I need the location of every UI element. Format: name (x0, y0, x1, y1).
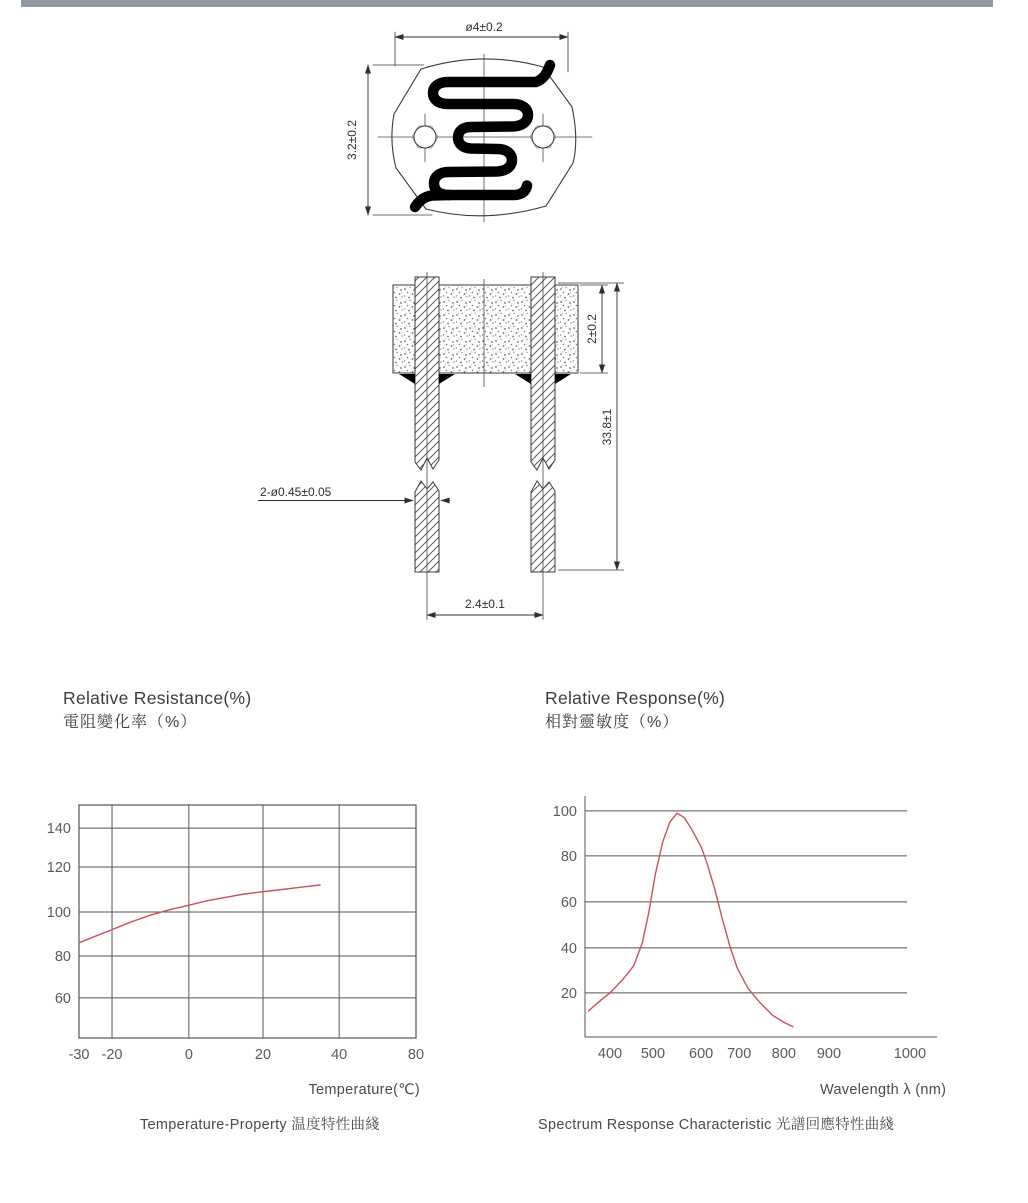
y-tick-label: 100 (46, 904, 71, 921)
left-chart-title-en: Relative Resistance(%) (63, 688, 252, 708)
dimension-lead-spacing (427, 597, 543, 615)
x-tick-label: -20 (101, 1047, 123, 1063)
y-tick-label: 100 (552, 803, 577, 820)
x-tick-label: 500 (640, 1046, 666, 1062)
dim-label-lead-diameter: 2-ø0.45±0.05 (260, 485, 332, 499)
right-chart-caption: Spectrum Response Characteristic 光譜回應特性曲綫 (538, 1117, 895, 1133)
x-tick-label: 20 (254, 1047, 272, 1063)
y-tick-label: 80 (560, 848, 577, 865)
x-tick-label: 700 (727, 1046, 752, 1062)
dim-label-body-height: 2±0.2 (585, 314, 599, 344)
x-tick-label: 1000 (893, 1046, 927, 1062)
left-chart-caption: Temperature-Property 温度特性曲綫 (139, 1117, 381, 1133)
y-tick-label: 120 (46, 859, 71, 876)
left-chart-title-zh: 電阻變化率（%） (63, 714, 198, 732)
spectrum-response-chart (520, 780, 1028, 1080)
y-tick-label: 40 (560, 940, 577, 957)
x-tick-label: 40 (331, 1047, 348, 1063)
y-tick-label: 60 (560, 894, 577, 911)
dim-label-lead-spacing: 2.4±0.1 (465, 597, 505, 611)
x-tick-label: 900 (816, 1046, 842, 1062)
x-tick-label: 0 (184, 1047, 193, 1063)
left-chart-x-axis-label: Temperature(℃) (308, 1082, 420, 1098)
right-chart-x-axis-label: Wavelength λ (nm) (820, 1082, 947, 1098)
y-tick-label: 20 (560, 985, 577, 1002)
right-curve (589, 813, 793, 1026)
x-tick-label: 600 (689, 1046, 714, 1062)
left-curve (79, 885, 320, 943)
x-tick-label: 80 (407, 1047, 425, 1063)
right-chart-title (545, 686, 725, 735)
y-tick-label: 60 (54, 990, 71, 1007)
y-tick-label: 80 (54, 948, 71, 965)
temperature-property-chart (0, 780, 470, 1080)
dimension-body-height (580, 285, 608, 373)
right-chart-title-zh: 相對靈敏度（%） (545, 714, 680, 732)
side-view (258, 272, 624, 620)
x-tick-label: 400 (597, 1046, 623, 1062)
top-view (345, 20, 592, 222)
plot-border (79, 805, 416, 1038)
dim-label-lead-length: 33.8±1 (600, 408, 614, 446)
dim-label-width: ø4±0.2 (465, 20, 503, 34)
dim-label-height: 3.2±0.2 (345, 120, 359, 160)
y-tick-label: 140 (46, 821, 71, 838)
x-tick-label: -30 (68, 1047, 90, 1063)
right-chart-title-en: Relative Response(%) (545, 688, 726, 708)
x-tick-label: 800 (771, 1046, 796, 1062)
left-chart-title (63, 686, 251, 735)
